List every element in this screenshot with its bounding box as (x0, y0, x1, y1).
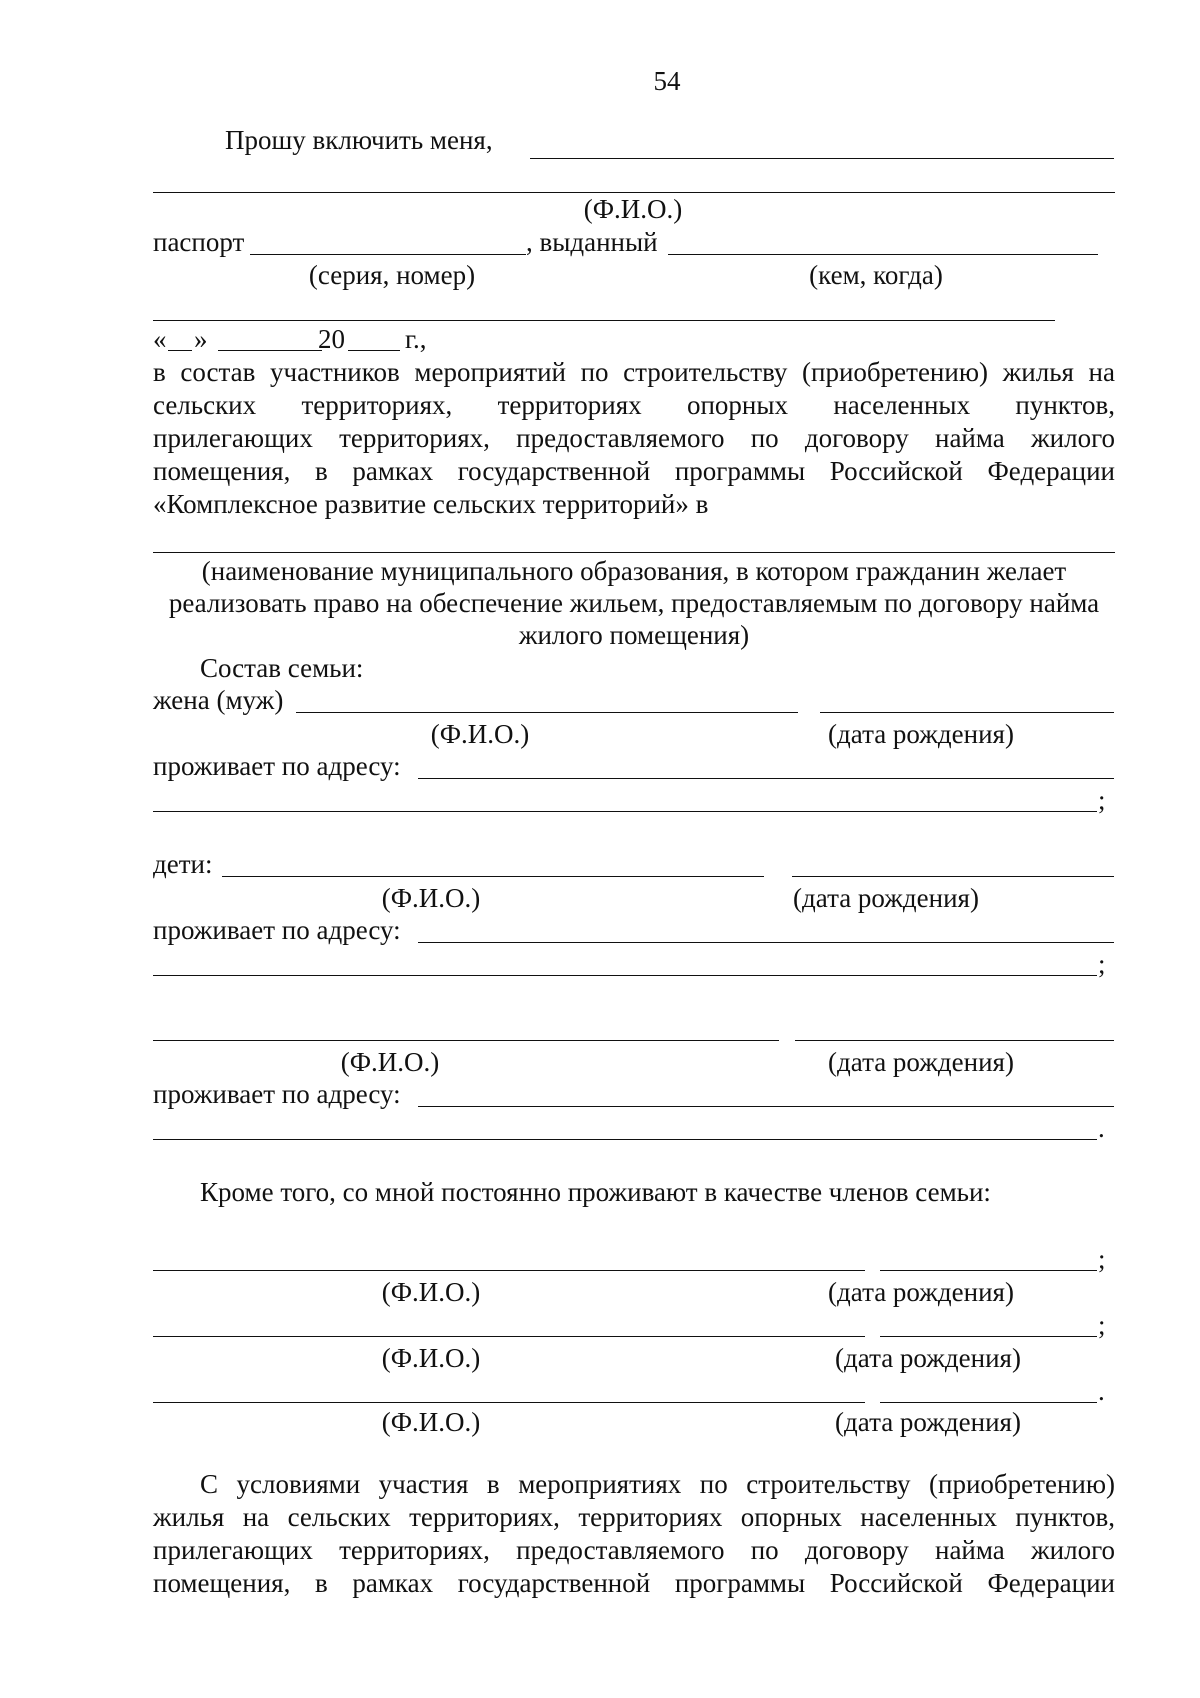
passport-issuer-line[interactable] (668, 254, 1098, 255)
page-number: 54 (653, 66, 681, 96)
spouse-name-line[interactable] (296, 712, 798, 713)
member1-birth-line[interactable] (880, 1270, 1097, 1271)
member3-birth-line[interactable] (880, 1402, 1097, 1403)
child1-address-line-2[interactable] (153, 975, 1097, 976)
paragraph2-line-4: помещения, в рамках государственной программы Российской Федерации (153, 1568, 1115, 1598)
date-year-line[interactable] (348, 350, 400, 351)
spouse-fio-caption: (Ф.И.О.) (430, 719, 530, 749)
paragraph1-line-3: прилегающих территориях, предоставляемого по договору найма жилого (153, 423, 1115, 453)
passport-issuer-line-2[interactable] (153, 320, 1055, 321)
request-intro: Прошу включить меня, (225, 125, 493, 155)
also-living-title: Кроме того, со мной постоянно проживают в качестве членов семьи: (200, 1177, 991, 1207)
child2-birth-caption: (дата рождения) (828, 1047, 1014, 1077)
paragraph1-line-1: в состав участников мероприятий по строительству (приобретению) жилья на (153, 357, 1115, 387)
series-caption: (серия, номер) (308, 260, 476, 290)
date-month-line[interactable] (218, 350, 322, 351)
municipality-caption-3: жилого помещения) (518, 620, 750, 650)
paragraph1-line-5: «Комплексное развитие сельских территорий» в (153, 489, 709, 519)
paragraph2-line-2: жилья на сельских территориях, территориях опорных населенных пунктов, (153, 1502, 1115, 1532)
member2-birth-caption: (дата рождения) (835, 1343, 1021, 1373)
child1-fio-caption: (Ф.И.О.) (381, 883, 481, 913)
paragraph2-line-3: прилегающих территориях, предоставляемого по договору найма жилого (153, 1535, 1115, 1565)
spouse-address-line[interactable] (418, 778, 1114, 779)
child2-birth-line[interactable] (795, 1040, 1114, 1041)
paragraph2-line-1: С условиями участия в мероприятиях по строительству (приобретению) (200, 1469, 1115, 1499)
passport-label: паспорт (153, 227, 245, 257)
paragraph1-line-4: помещения, в рамках государственной программы Российской Федерации (153, 456, 1115, 486)
child2-address-period: . (1098, 1113, 1105, 1143)
member1-fio-caption: (Ф.И.О.) (381, 1277, 481, 1307)
date-close-quote: » (194, 324, 208, 354)
applicant-fio-caption: (Ф.И.О.) (583, 194, 683, 224)
year-prefix: 20 (318, 324, 345, 354)
member2-birth-line[interactable] (880, 1336, 1097, 1337)
member1-birth-caption: (дата рождения) (828, 1277, 1014, 1307)
member3-birth-caption: (дата рождения) (835, 1407, 1021, 1437)
spouse-address-line-2[interactable] (153, 811, 1097, 812)
spouse-birth-line[interactable] (820, 712, 1114, 713)
child1-name-line[interactable] (222, 876, 764, 877)
child1-birth-line[interactable] (792, 876, 1114, 877)
family-title: Состав семьи: (200, 653, 364, 683)
municipality-caption-2: реализовать право на обеспечение жильем, предоставляемым по договору найма (168, 588, 1100, 618)
date-open-quote: « (153, 324, 167, 354)
municipality-line[interactable] (153, 552, 1115, 553)
member2-semicolon: ; (1098, 1310, 1106, 1340)
child1-address-semicolon: ; (1098, 949, 1106, 979)
issued-label: , выданный (526, 227, 658, 257)
date-day-line[interactable] (168, 350, 192, 351)
child2-fio-caption: (Ф.И.О.) (340, 1047, 440, 1077)
member1-semicolon: ; (1098, 1244, 1106, 1274)
spouse-label: жена (муж) (153, 685, 284, 715)
spouse-address-semicolon: ; (1098, 785, 1106, 815)
child1-address-label: проживает по адресу: (153, 915, 401, 945)
member3-fio-caption: (Ф.И.О.) (381, 1407, 481, 1437)
applicant-name-line[interactable] (530, 158, 1114, 159)
spouse-birth-caption: (дата рождения) (828, 719, 1014, 749)
child1-birth-caption: (дата рождения) (793, 883, 979, 913)
issuer-caption: (кем, когда) (809, 260, 943, 290)
child2-address-line-2[interactable] (153, 1139, 1097, 1140)
child2-address-label: проживает по адресу: (153, 1079, 401, 1109)
year-suffix: г., (405, 324, 427, 354)
spouse-address-label: проживает по адресу: (153, 751, 401, 781)
child2-address-line[interactable] (418, 1106, 1114, 1107)
member2-name-line[interactable] (153, 1336, 865, 1337)
passport-number-line[interactable] (250, 254, 526, 255)
child2-name-line[interactable] (153, 1040, 779, 1041)
member1-name-line[interactable] (153, 1270, 865, 1271)
paragraph1-line-2: сельских территориях, территориях опорных населенных пунктов, (153, 390, 1115, 420)
child1-address-line[interactable] (418, 942, 1114, 943)
municipality-caption-1: (наименование муниципального образования, в котором гражданин желает (201, 556, 1067, 586)
member3-period: . (1098, 1376, 1105, 1406)
member3-name-line[interactable] (153, 1402, 865, 1403)
children-label: дети: (153, 849, 213, 879)
member2-fio-caption: (Ф.И.О.) (381, 1343, 481, 1373)
